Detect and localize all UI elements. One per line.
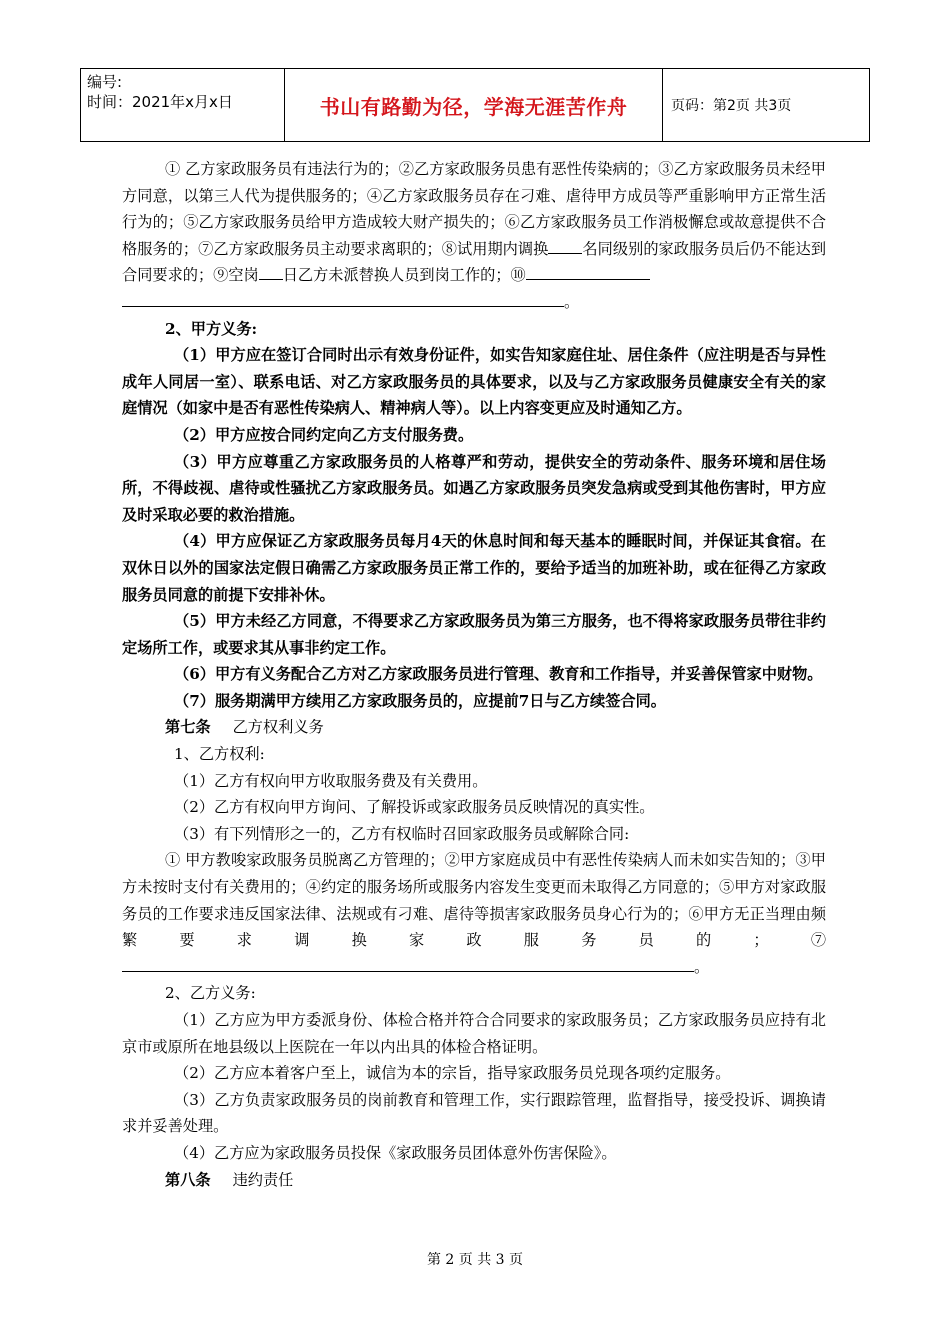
party-b-duty-2: （2）乙方应本着客户至上，诚信为本的宗旨，指导家政服务员兑现各项约定服务。 [174,1064,731,1083]
header-page-cell [663,69,869,141]
header-motto: 书山有路勤为径，学海无涯苦作舟 [319,94,628,119]
party-a-duty-5: （5）甲方未经乙方同意，不得要求乙方家政服务员为第三方服务，也不得将家政服务员带往非约定场所工作，或要求其从事非约定工作。 [122,612,826,657]
party-b-duty-1: （1）乙方应为甲方委派身份、体检合格并符合合同要求的家政服务员；乙方家政服务员应持有北京市或原所在地县级以上医院在一年以内出具的体检合格证明。 [122,1011,826,1056]
party-a-duty-7: （7）服务期满甲方续用乙方家政服务员的，应提前7日与乙方续签合同。 [174,691,666,710]
party-a-duty-2: （2）甲方应按合同约定向乙方支付服务费。 [174,425,474,444]
party-b-right-3: （3）有下列情形之一的，乙方有权临时召回家政服务员或解除合同: [174,824,630,843]
party-b-right-3-list: ① 甲方教唆家政服务员脱离乙方管理的；②甲方家庭成员中有恶性传染病人而未如实告知的；③甲方未按时支付有关费用的；④约定的服务场所或服务内容发生变更而未取得乙方同意的；⑤甲方对家政服务员的工作要求违反国家法律、法规或有刁难、虐待等损害家政服务员身心行为的；⑥甲方无正当理由频繁要求调换家政服务员的；⑦。 [122,851,826,976]
party-b-right-1: （1）乙方有权向甲方收取服务费及有关费用。 [174,771,488,790]
header-page-label: 页码：第2页 共3页 [671,98,792,114]
article-7-heading: 第七条 乙方权利义务 [165,718,324,737]
document-time-label: 时间：2021年x月x日 [87,93,233,111]
party-b-duty-4: （4）乙方应为家政服务员投保《家政服务员团体意外伤害保险》。 [174,1143,617,1162]
document-header [80,68,870,142]
header-motto-cell [285,69,663,141]
header-meta [81,69,285,141]
document-number-label: 编号: [87,73,123,91]
page-footer: 第 2 页 共 3 页 [426,1252,524,1268]
termination-clauses: ① 乙方家政服务员有违法行为的；②乙方家政服务员患有恶性传染病的；③乙方家政服务员未经甲方同意，以第三人代为提供服务的；④乙方家政服务员存在刁难、虐待甲方成员等严重影响甲方正常生活行为的；⑤乙方家政服务员给甲方造成较大财产损失的；⑥乙方家政服务员工作消极懈怠或故意提供不合格服务的；⑦乙方家政服务员主动要求离职的；⑧试用期内调换 名同级别的家政服务员后仍不能达到合同要求的；⑨空岗 日乙方未派替换人员到岗工作的；⑩ 。 [122,160,827,311]
party-b-duties-heading: 2、乙方义务: [165,984,256,1003]
article-8-heading: 第八条 违约责任 [165,1170,294,1189]
party-b-right-2: （2）乙方有权向甲方询问、了解投诉或家政服务员反映情况的真实性。 [174,798,655,817]
party-a-duty-1: （1）甲方应在签订合同时出示有效身份证件，如实告知家庭住址、居住条件（应注明是否与异性成年人同居一室）、联系电话、对乙方家政服务员的具体要求，以及与乙方家政服务员健康安全有关的家庭情况（如家中是否有恶性传染病人、精神病人等）。以上内容变更应及时通知乙方。 [122,346,826,418]
party-b-duty-3: （3）乙方负责家政服务员的岗前教育和管理工作，实行跟踪管理，监督指导，接受投诉、调换请求并妥善处理。 [122,1090,826,1136]
party-b-rights-heading: 1、乙方权利: [174,745,265,764]
party-a-duty-6: （6）甲方有义务配合乙方对乙方家政服务员进行管理、教育和工作指导，并妥善保管家中财物。 [174,665,823,684]
party-a-duty-3: （3）甲方应尊重乙方家政服务员的人格尊严和劳动，提供安全的劳动条件、服务环境和居住场所，不得歧视、虐待或性骚扰乙方家政服务员。如遇乙方家政服务员突发急病或受到其他伤害时，甲方应及时采取必要的救治措施。 [122,452,826,524]
party-a-duty-4: （4）甲方应保证乙方家政服务员每月4天的休息时间和每天基本的睡眠时间，并保证其食宿。在双休日以外的国家法定假日确需乙方家政服务员正常工作的，要给予适当的加班补助，或在征得乙方家政服务员同意的前提下安排补休。 [122,532,826,604]
document-body [122,156,826,1193]
party-a-duties-heading: 2、甲方义务: [165,319,258,338]
